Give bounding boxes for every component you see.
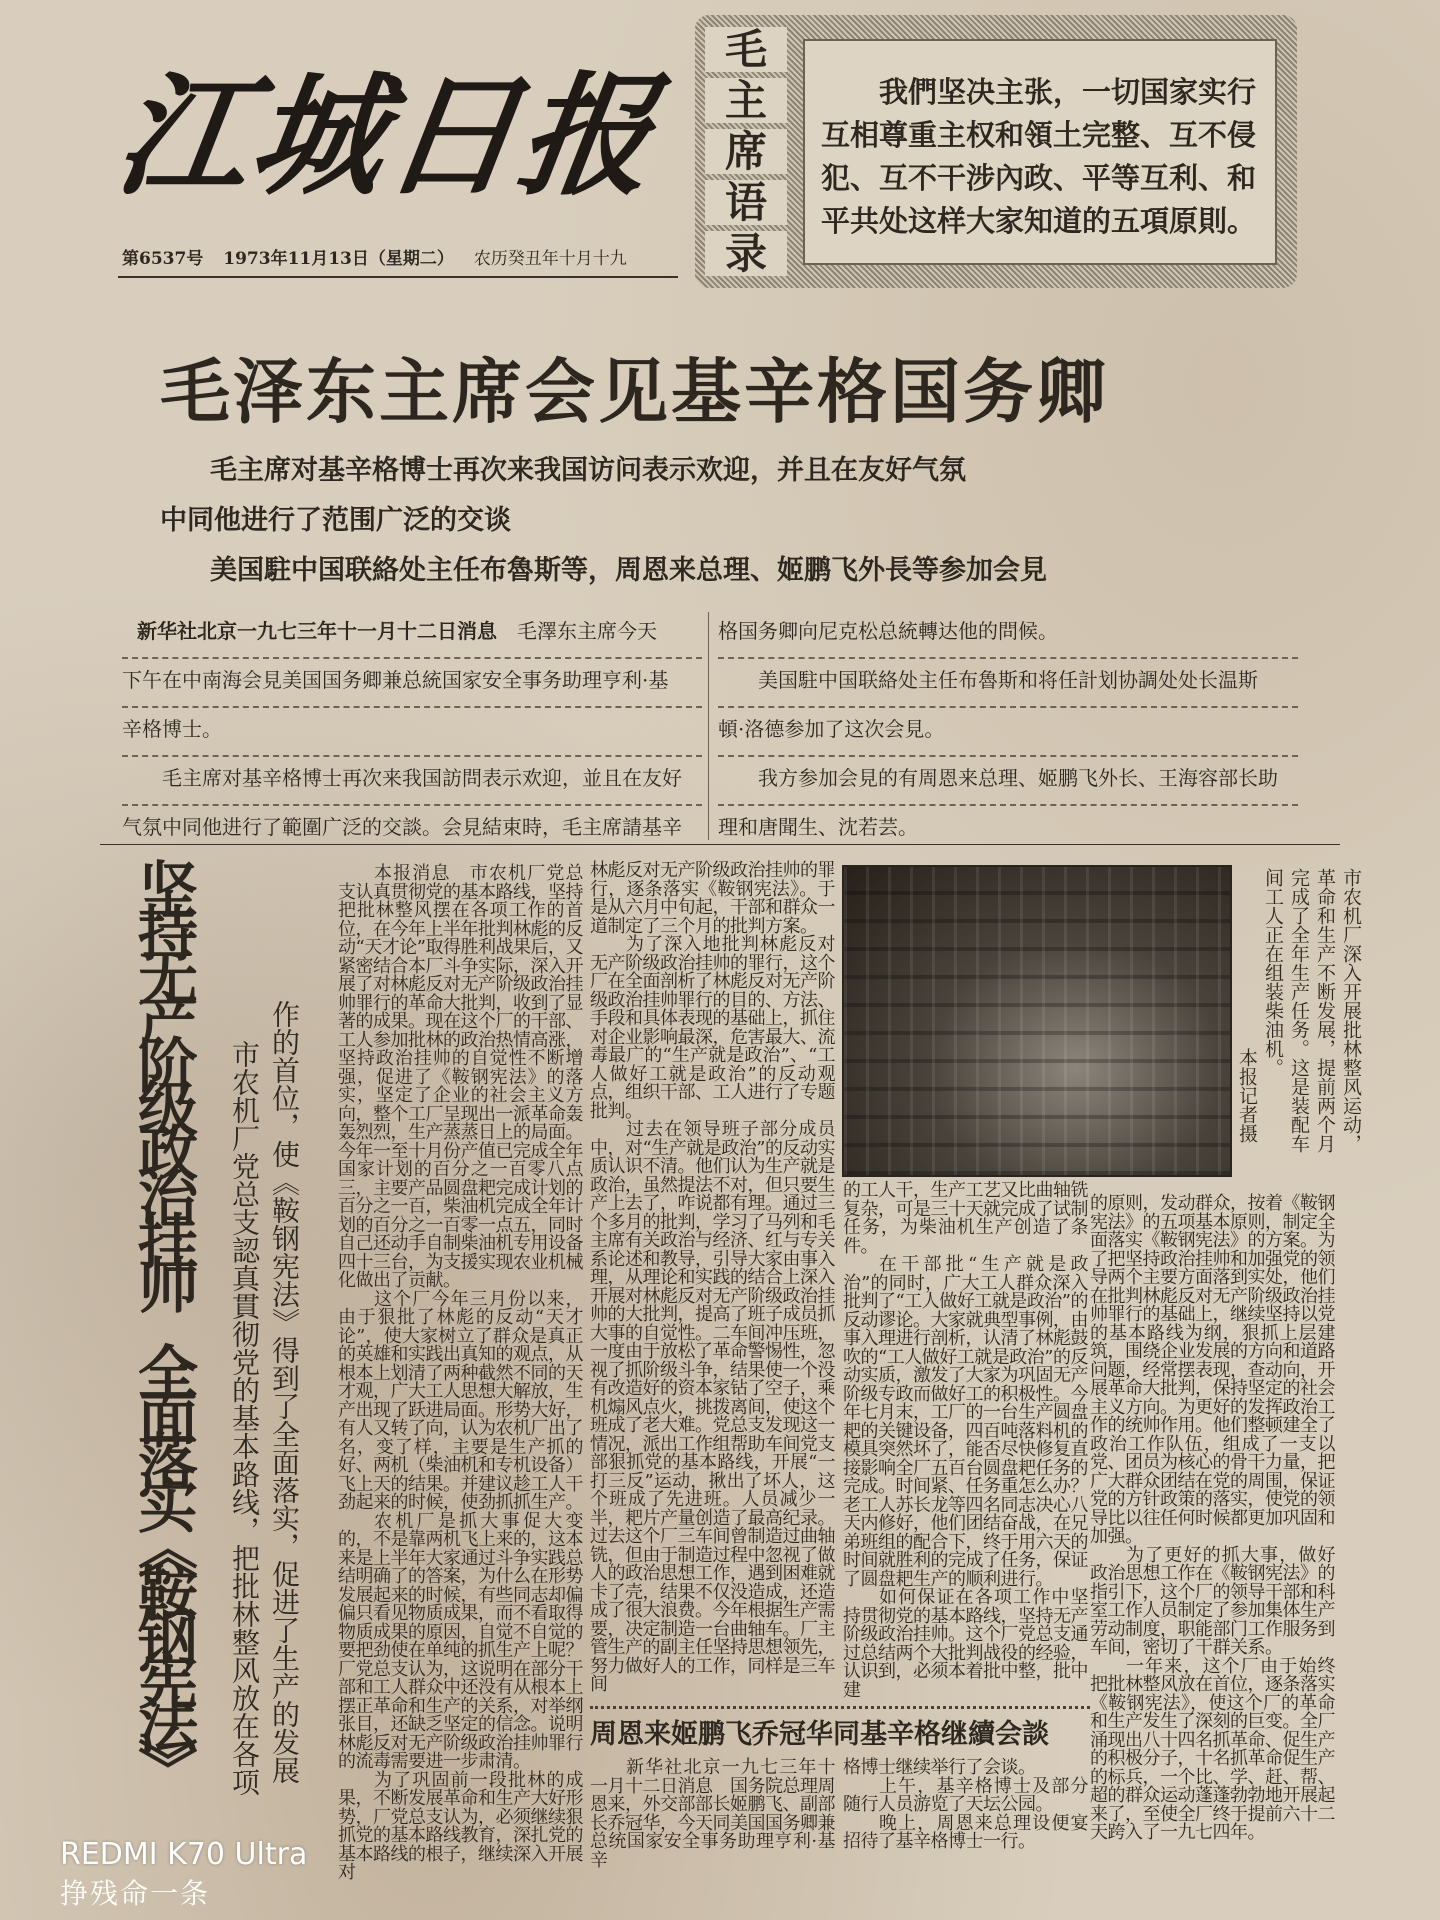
- paragraph: 为了深入地批判林彪反对无产阶级政治挂帅的罪行，这个厂在全面剖析了林彪反对无产阶级政治挂帅罪行的目的、方法、手段和具体表现的基础上，抓住对企业影响最深，危害最大、流毒最广的“生产就是政治”、“工人做好工就是政治”的反动观点，组织干部、工人进行了专题批判。: [590, 934, 835, 1122]
- paragraph: 这个厂今年三月份以来，由于狠批了林彪的反动“天才论”，使大家树立了群众是真正的英雄和实践出真知的观点，从根本上划清了两种截然不同的天才观，广大工人思想大解放，生产出现了跃进局面。形势大好，有人又转了向，认为农机厂出了名，变了样，主要是生产抓的好、两机（柴油机和专机设备）飞上天的结果。并建议趁工人干劲起来的时候，使劲抓抓生产。: [338, 1288, 583, 1513]
- lead-article-right-column: [718, 610, 1298, 853]
- section-rule: [100, 844, 1340, 845]
- lead-article-left-column: [122, 610, 702, 853]
- paragraph: 晚上，周恩来总理设便宴招待了基辛格博士一行。: [843, 1812, 1088, 1852]
- lead-line: 毛主席对基辛格博士再次来我国訪問表示欢迎，並且在友好: [122, 757, 702, 806]
- feature-column-1: [338, 865, 583, 1883]
- lead-line: 頓·洛德参加了这次会見。: [718, 708, 1298, 757]
- lead-headline: 毛泽东主席会见基辛格国务卿: [160, 350, 1109, 433]
- photo-credit: 本报记者摄: [1236, 1048, 1258, 1143]
- quotation-panel: [803, 39, 1277, 265]
- paragraph: 为了更好的抓大事，做好政治思想工作在《鞍钢宪法》的指引下，这个厂的领导干部和科室工作人员制定了参加集体生产劳动制度，职能部门工作服务到车间，密切了干群关系。: [1090, 1544, 1335, 1658]
- feature-headline: 坚持无产阶级政治挂帅 全面落实《鞍钢宪法》: [128, 858, 198, 1782]
- lead-line: 下午在中南海会見美国国务卿兼总統国家安全事务助理亨利·基: [122, 659, 702, 708]
- second-story-column-1: [590, 1759, 835, 1870]
- lead-line: [122, 610, 702, 659]
- paragraph: 的工人干，生产工艺又比曲轴铣复杂，可是三十天就完成了试制任务，为柴油机生产创造了条件。: [843, 1180, 1088, 1257]
- second-story-column-2: [843, 1759, 1088, 1870]
- newspaper-masthead: 江城日报: [107, 59, 665, 214]
- feature-subhead-col-1: 市农机厂党总支認真貫彻党的基本路线，把批林整风放在各项: [228, 1040, 261, 1796]
- paragraph: 一年来，这个厂由于始终把批林整风放在首位，逐条落实《鞍钢宪法》，使这个厂的革命和生产发生了深刻的巨变。全厂涌现出八十四名抓革命、促生产的积极分子，十名抓革命促生产的标兵，一个比、学、赶、帮、超的群众运动蓬蓬勃勃地开展起来了，至使全厂终于提前六十二天跨入了一九七四年。: [1090, 1655, 1335, 1843]
- feature-column-2: [590, 862, 835, 1700]
- photo-caption-text: 市农机厂深入开展批林整风运动，革命和生产不断发展，提前两个月完成了全年生产任务。这是装配车间工人正在组装柴油机。: [1262, 868, 1362, 1153]
- paragraph: 如何保证在各项工作中坚持贯彻党的基本路线，坚持无产阶级政治挂帅。这个厂党总支通过总结两个大批判战役的经验，认识到，必须本着批中整，批中建: [843, 1587, 1088, 1701]
- paragraph: 在干部批“生产就是政治”的同时，广大工人群众深入批判了“工人做好工就是政治”的反动谬论。大家就典型事例，由事入理进行剖析，认清了林彪鼓吹的“工人做好工就是政治”的反动实质，激发了大家为巩固无产阶级专政而做好工的积极性。今年七月末，工厂的一台生产圆盘耙的关键设备，四百吨落料机的模具突然坏了，能否尽快修复直接影响全厂五百台圆盘耙任务的完成。时间紧、任务重怎么办？老工人苏长龙等四名同志决心八天内修好，他们团结奋战，在兄弟班组的配合下，终于用六天的时间就胜利的完成了任务，保证了圆盘耙生产的顺利进行。: [843, 1254, 1088, 1590]
- masthead-rule: [118, 276, 678, 278]
- feature-subhead-col-2: 作的首位，使《鞍钢宪法》得到了全面落实，促进了生产的发展: [268, 1000, 301, 1784]
- quotation-label-char: 毛: [705, 27, 787, 72]
- quotation-label: [705, 27, 787, 276]
- lead-subhead-1: 毛主席对基辛格博士再次来我国访问表示欢迎，并且在友好气氛: [210, 455, 966, 486]
- feature-column-4: [1090, 1195, 1335, 1843]
- lead-line: 格国务卿向尼克松总統轉达他的問候。: [718, 610, 1298, 659]
- paragraph: 新华社北京一九七三年十一月十二日消息 国务院总理周恩来，外交部部长姬鹏飞、副部长乔冠华，今天同美国国务卿兼总统国家安全事务助理亨利·基辛: [590, 1757, 835, 1871]
- issue-date: 1973年11月13日（星期二）: [223, 249, 454, 269]
- paragraph: 的原则，发动群众，按着《鞍钢宪法》的五项基本原则，制定全面落实《鞍钢宪法》的方案。为了把坚持政治挂帅和加强党的领导两个主要方面落到实处，他们在批判林彪反对无产阶级政治挂帅罪行的基础上，继续坚持以党的基本路线为纲，狠抓上层建筑，围绕企业发展的方向和道路问题，经常摆表现，查动向，开展革命大批判，保持坚定的社会主义方向。为更好的发挥政治工作的统帅作用。他们整顿建全了政治工作队伍，组成了一支以党、团员为核心的骨干力量，把广大群众团结在党的周围，保证党的方针政策的落实，使党的领导比以往任何时候都更加巩固和加强。: [1090, 1193, 1335, 1547]
- lead-subhead-3: 美国駐中国联絡处主任布魯斯等，周恩来总理、姬鹏飞外長等参加会見: [210, 555, 1047, 586]
- lead-subhead-2: 中同他进行了范围广泛的交谈: [160, 505, 511, 536]
- photo-caption: [1234, 868, 1364, 1168]
- paragraph: 林彪反对无产阶级政治挂帅的罪行，逐条落实《鞍钢宪法》。于是从六月中旬起，干部和群众一道制定了三个月的批判方案。: [590, 860, 835, 937]
- quotation-label-char: 主: [705, 78, 787, 123]
- factory-assembly-photo: [842, 865, 1232, 1177]
- quotation-label-char: 席: [705, 129, 787, 174]
- paragraph: 农机厂是抓大事促大变的，不是靠两机飞上来的，这本来是上半年大家通过斗争实践总结明确了的答案，为什么在形势发展起来的时候，有些同志却偏偏只看见物质成果，而不看取得物质成果的原因，自觉不自觉的要把劲使在单纯的抓生产上呢？厂党总支认为，这说明在部分干部和工人群众中还没有从根本上摆正革命和生产的关系，对举纲张目，还缺乏坚定的信念。说明林彪反对无产阶级政治挂帅罪行的流毒需要进一步肃清。: [338, 1510, 583, 1772]
- second-story-headline: 周恩来姬鹏飞乔冠华同基辛格继續会談: [590, 1719, 1049, 1750]
- quotation-box: [695, 15, 1297, 288]
- paragraph: 过去在领导班子部分成员中，对“生产就是政治”的反动实质认识不清。他们认为生产就是政治，虽然提法不对，但只要生产上去了，咋说都有理。通过三个多月的批判，学习了马列和毛主席有关政治与经济、红与专关系论述和教导，引导大家由事入理，从理论和实践的结合上深入开展对林彪反对无产阶级政治挂帅的大批判，提高了班子成员抓大事的自觉性。二车间冲压班，一度由于放松了革命警惕性，忽视了抓阶级斗争，结果使一个没有改造好的资本家钻了空子，乘机煽风点火，挑拨离间，使这个班成了老大难。党总支发现这一情况，派出工作组帮助车间党支部狠抓党的基本路线，开展“一打三反”运动，揪出了坏人，这个班成了先进班。人员减少一半，耙片产量创造了最高纪录。过去这个厂三车间曾制造过曲轴铣，但由于制造过程中忽视了做人的政治思想工作，遇到困难就卡了壳，结果不仅没造成，还造成了很大浪费。今年根据生产需要，决定制造一台曲轴车。厂主管生产的副主任坚持思想领先，努力做好人的工作，同样是三车间: [590, 1119, 835, 1695]
- second-story-row: [590, 1759, 1090, 1870]
- quotation-label-char: 语: [705, 180, 787, 225]
- issue-line: [122, 244, 641, 269]
- lead-line: 理和唐聞生、沈若芸。: [718, 815, 918, 839]
- column-divider: [708, 612, 709, 840]
- lead-line: 气氛中同他进行了範圍广泛的交談。会見結束時，毛主席請基辛: [122, 815, 682, 839]
- camera-watermark: REDMI K70 Ultra: [60, 1837, 308, 1872]
- paragraph: 格博士继续举行了会谈。: [843, 1757, 1036, 1778]
- lead-line-text: 毛澤东主席今天: [497, 619, 657, 643]
- lead-line: 辛格博士。: [122, 708, 702, 757]
- quotation-text: 我們坚决主张，一切国家实行互相尊重主权和領土完整、互不侵犯、互不干涉內政、平等互利、和平共处这样大家知道的五項原則。: [821, 75, 1257, 238]
- lead-line: 美国駐中国联絡处主任布魯斯和将任計划协調处处长温斯: [718, 659, 1298, 708]
- lead-dateline: 新华社北京一九七三年十一月十二日消息: [137, 619, 497, 643]
- paragraph: 为了巩固前一段批林的成果，不断发展革命和生产大好形势，厂党总支认为，必须继续狠抓党的基本路线教育，深扎党的基本路线的根子，继续深入开展对: [338, 1769, 583, 1883]
- lead-line: 我方参加会見的有周恩来总理、姬鹏飞外长、王海容部长助: [718, 757, 1298, 806]
- story-separator: [590, 1706, 1090, 1713]
- lunar-date: 农历癸丑年十月十九: [473, 249, 627, 269]
- watermark-tagline: 挣残命一条: [60, 1877, 211, 1910]
- quotation-label-char: 录: [705, 231, 787, 276]
- paragraph: 本报消息 市农机厂党总支认真贯彻党的基本路线，坚持把批林整风摆在各项工作的首位，在今年上半年批判林彪的反动“天才论”取得胜利战果后，又紧密结合本厂斗争实际，深入开展了对林彪反对无产阶级政治挂帅罪行的革命大批判，收到了显著的成果。现在这个厂的干部、工人参加批林的政治热情高涨，坚持政治挂帅的自觉性不断增强，促进了《鞍钢宪法》的落实，坚定了企业的社会主义方向，整个工厂呈现出一派革命轰轰烈烈，生产蒸蒸日上的局面。今年一至十月份产值已完成全年国家计划的百分之一百零八点三，主要产品圆盘耙完成计划的百分之一百，柴油机完成全年计划的百分之一百零一点五，同时自己还动手自制柴油机专用设备四十三台，为支援实现农业机械化做出了贡献。: [338, 863, 583, 1291]
- issue-number: 第6537号: [122, 249, 204, 269]
- paragraph: 上午，基辛格博士及部分随行人员游览了天坛公园。: [843, 1775, 1088, 1815]
